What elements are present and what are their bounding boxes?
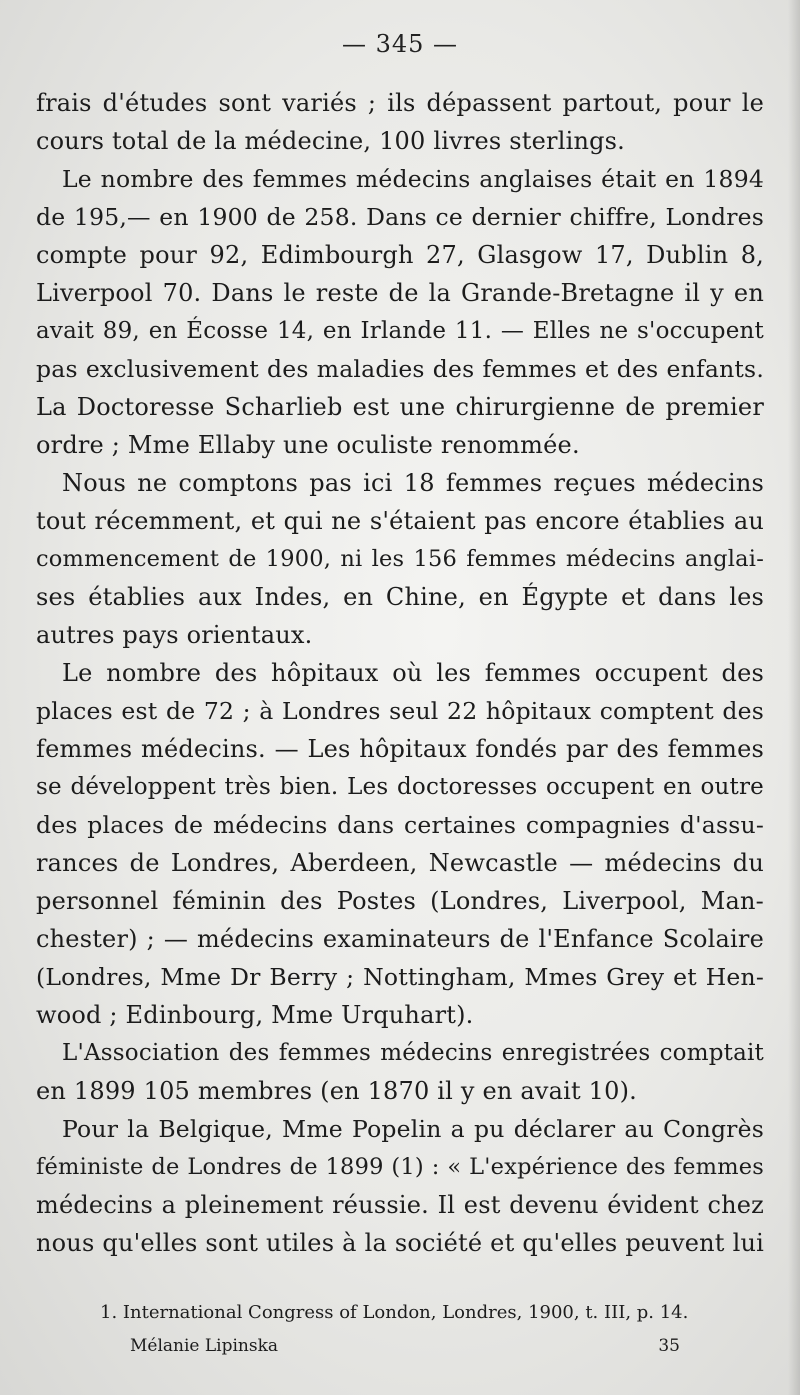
text-line: se développent très bien. Les doctoresses occupent en outre [36,774,764,800]
page-number: — 345 — [341,30,459,58]
text-line: places est de 72 ; à Londres seul 22 hôpitaux comptent des [36,697,764,725]
text-line: chester) ; — médecins examinateurs de l'Enfance Scolaire [36,925,764,953]
text-line: nous qu'elles sont utiles à la société et qu'elles peuvent lui [36,1229,764,1257]
text-line: L'Association des femmes médecins enregistrées comptait [62,1040,764,1066]
text-line: commencement de 1900, ni les 156 femmes médecins anglai- [36,546,764,572]
text-line: Liverpool 70. Dans le reste de la Grande-Bretagne il y en [36,279,764,307]
text-line: en 1899 105 membres (en 1870 il y en avait 10). [36,1077,638,1105]
text-line: La Doctoresse Scharlieb est une chirurgienne de premier [36,393,764,421]
text-line: Le nombre des femmes médecins anglaises était en 1894 [62,165,764,193]
text-line: (Londres, Mme Dr Berry ; Nottingham, Mmes Grey et Hen- [36,963,764,991]
author-signature: Mélanie Lipinska [130,1336,279,1356]
text-line: médecins a pleinement réussie. Il est devenu évident chez [36,1191,764,1219]
text-line: des places de médecins dans certaines compagnies d'assu- [36,811,764,839]
text-line: avait 89, en Écosse 14, en Irlande 11. — Elles ne s'occupent [36,318,764,344]
text-line: personnel féminin des Postes (Londres, Liverpool, Man- [36,887,764,915]
text-line: ordre ; Mme Ellaby une oculiste renommée. [36,431,580,459]
printer-signature-line [130,1334,680,1358]
text-line: compte pour 92, Edimbourgh 27, Glasgow 17, Dublin 8, [36,241,764,269]
body-text [36,84,764,1262]
page-edge-shadow [788,0,800,1395]
text-line: pas exclusivement des maladies des femmes et des enfants. [36,355,764,383]
text-line: autres pays orientaux. [36,621,313,649]
text-line: Nous ne comptons pas ici 18 femmes reçues médecins [62,469,764,497]
text-line: féministe de Londres de 1899 (1) : « L'expérience des femmes [36,1154,764,1180]
text-line: femmes médecins. — Les hôpitaux fondés par des femmes [36,735,764,763]
text-line: de 195,— en 1900 de 258. Dans ce dernier chiffre, Londres [36,203,764,231]
text-line: tout récemment, et qui ne s'étaient pas encore établies au [36,507,764,535]
footnote: 1. International Congress of London, Londres, 1900, t. III, p. 14. [100,1302,689,1323]
text-line: Pour la Belgique, Mme Popelin a pu déclarer au Congrès [62,1115,764,1143]
text-line: ses établies aux Indes, en Chine, en Égypte et dans les [36,583,764,611]
text-line: Le nombre des hôpitaux où les femmes occupent des [62,659,764,687]
text-line: rances de Londres, Aberdeen, Newcastle — médecins du [36,849,764,877]
text-line: wood ; Edinbourg, Mme Urquhart). [36,1001,474,1029]
sheet-number: 35 [658,1336,680,1356]
text-line: frais d'études sont variés ; ils dépassent partout, pour le [36,89,764,117]
text-line: cours total de la médecine, 100 livres sterlings. [36,127,626,155]
